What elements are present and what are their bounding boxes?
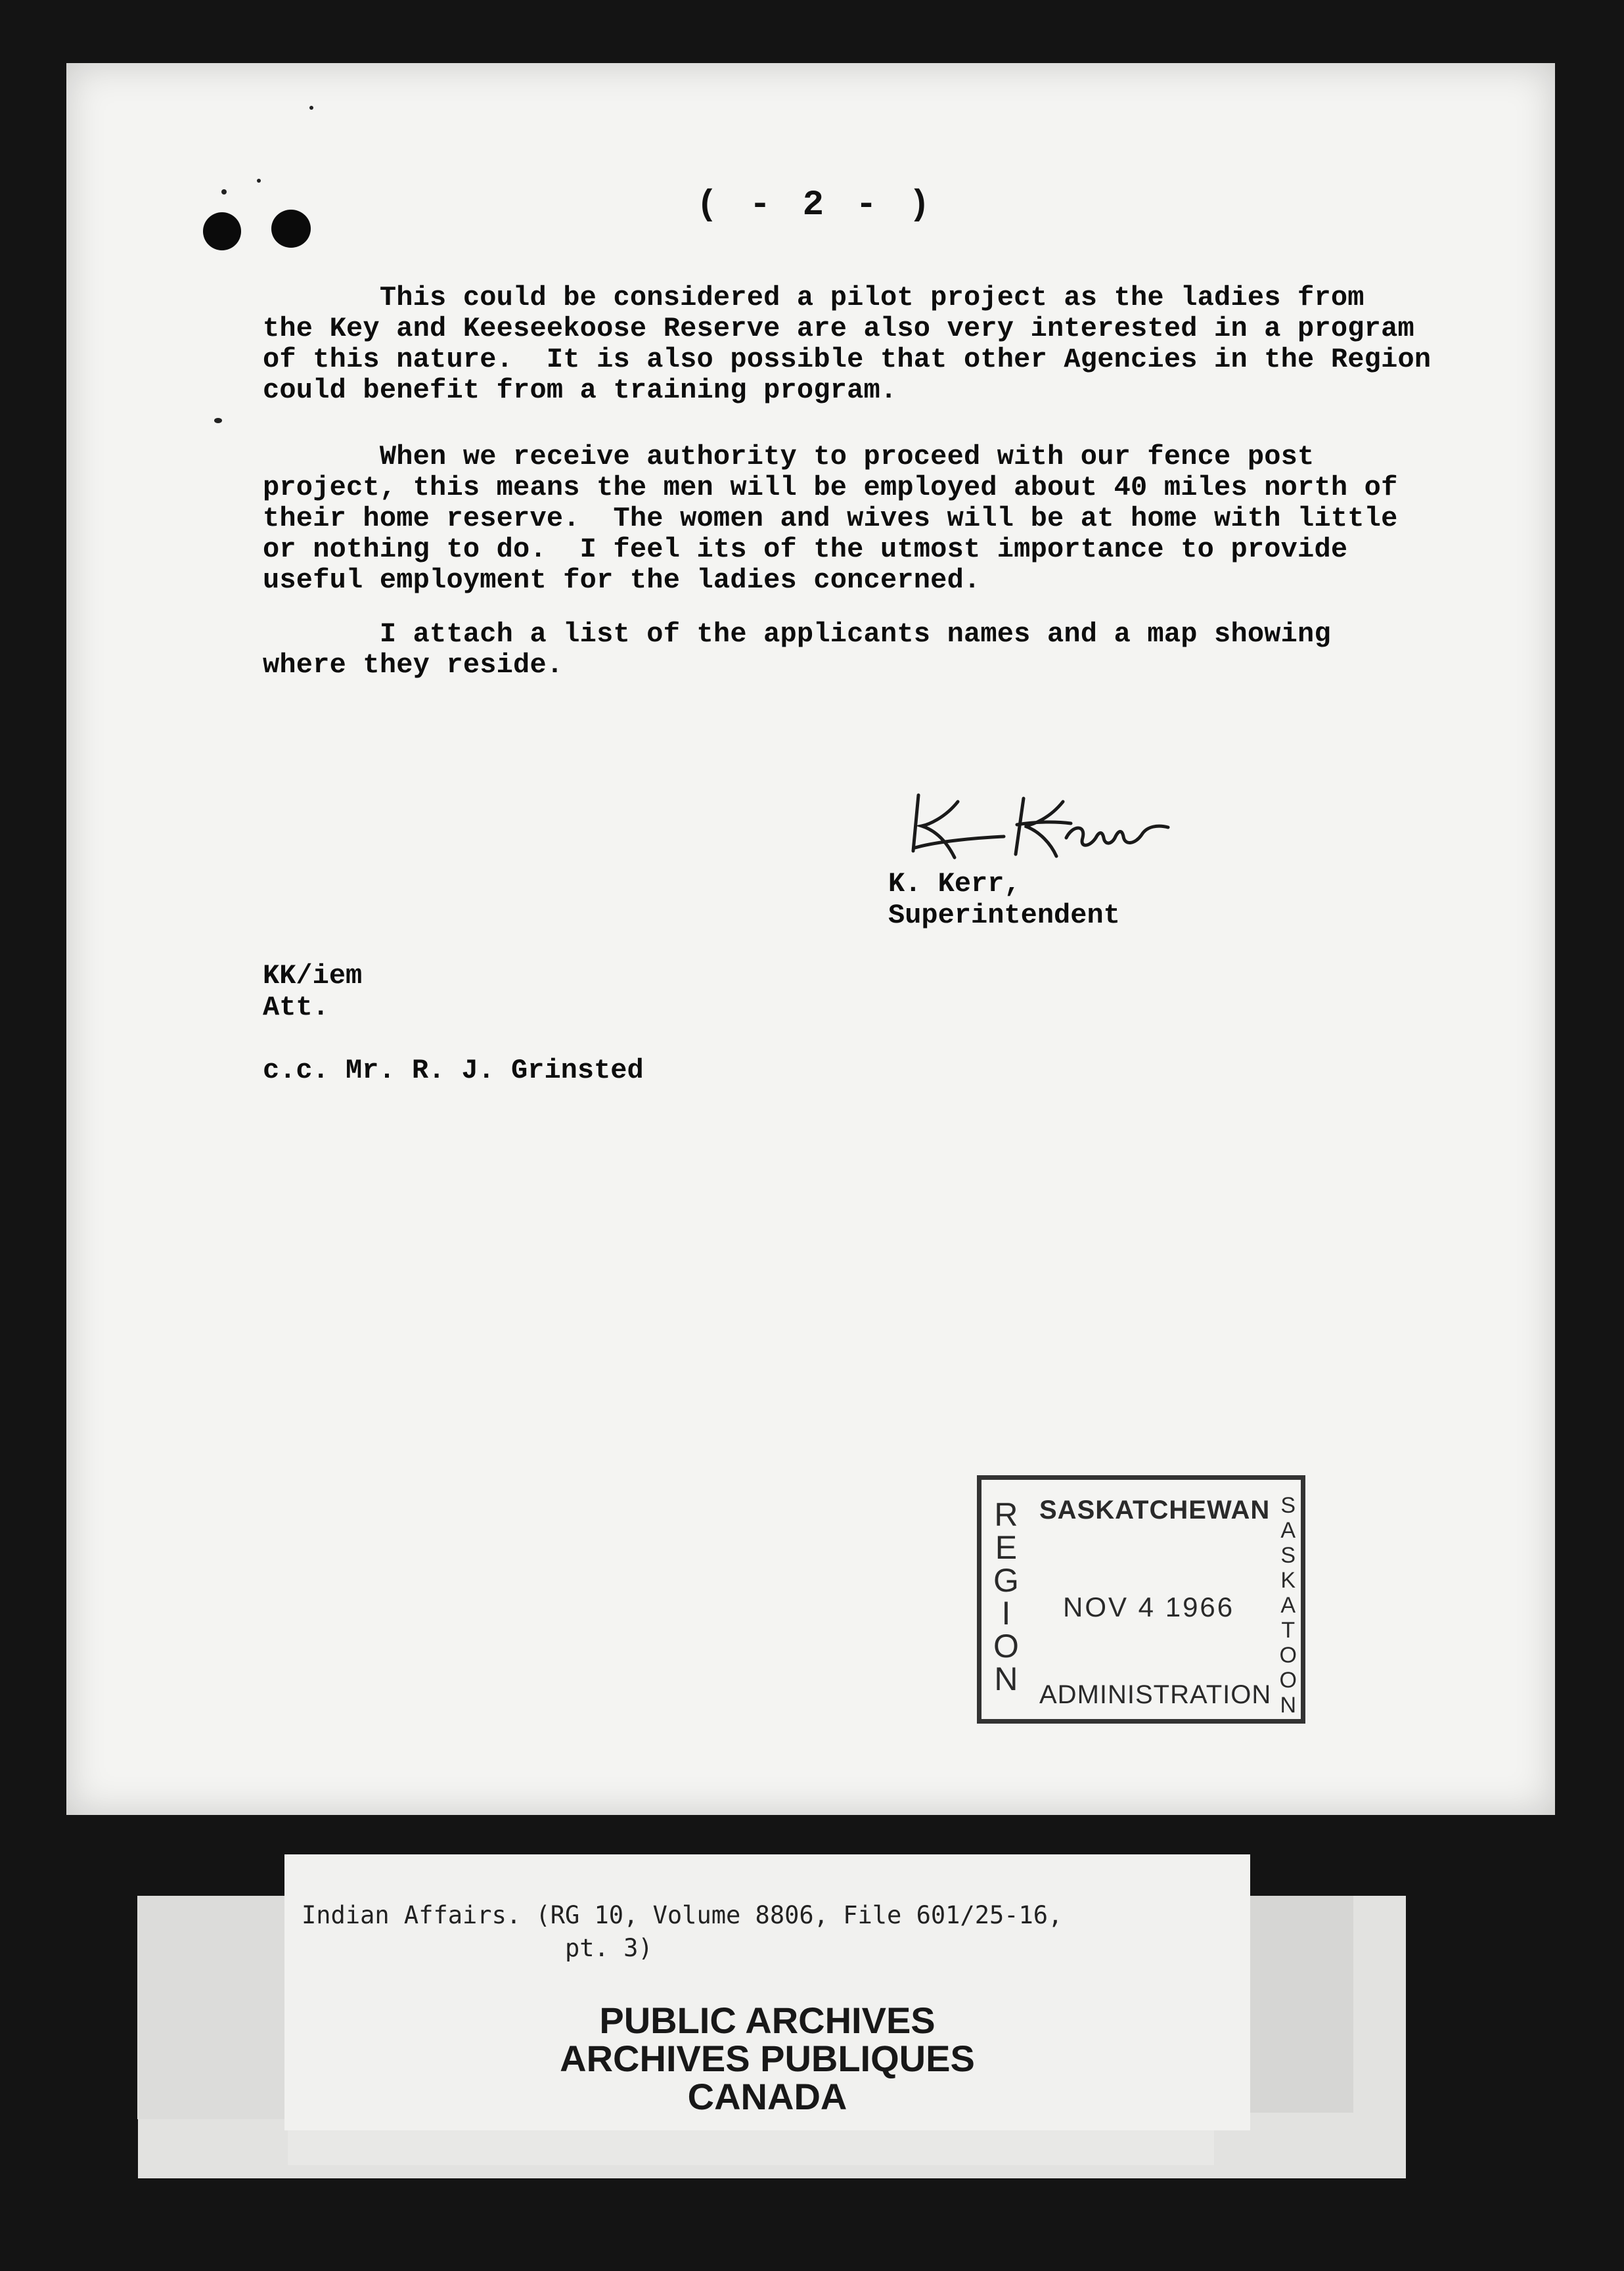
body-paragraph: When we receive authority to proceed with our fence post project, this means the men will be employed about 40 miles north their home reserve. The women and wives will be at home with little or nothing to do. I feel its of the utmost importance to provide useful employment for the ladies concerned. — [263, 441, 1398, 596]
archive-name-french: ARCHIVES PUBLIQUES — [560, 2038, 975, 2079]
archive-card-backing — [1248, 1896, 1353, 2113]
ink-blot — [271, 210, 311, 248]
stamp-date: NOV 4 1966 — [1063, 1592, 1235, 1622]
archive-card-backing — [137, 1896, 285, 2119]
ink-blot — [203, 212, 241, 250]
ink-speck — [221, 189, 227, 195]
signer-name: K. Kerr, — [888, 868, 1021, 900]
archive-citation: Indian Affairs. (RG 10, Volume 8806, File 601/25-16, pt. 3) — [302, 1901, 1063, 1962]
ink-speck — [214, 418, 222, 423]
page-number: ( - 2 - ) — [696, 185, 936, 225]
carbon-copy-line: c.c. Mr. R. J. Grinsted — [263, 1055, 644, 1086]
archive-name-english: PUBLIC ARCHIVES — [599, 2000, 936, 2041]
attachment-note: Att. — [263, 992, 329, 1023]
signer-title: Superintendent — [888, 900, 1120, 931]
reference-initials: KK/iem — [263, 960, 363, 992]
body-paragraph: I attach a list of the applicants names and a map showing where they reside. — [263, 618, 1331, 681]
archive-reference-card — [284, 1854, 1250, 2130]
stamp-title: SASKATCHEWAN — [1039, 1496, 1271, 1525]
stamp-department: ADMINISTRATION — [1039, 1680, 1272, 1709]
stamp-city-column: S A S K A T O O N — [1279, 1493, 1297, 1718]
ink-speck — [309, 106, 313, 110]
received-stamp — [977, 1475, 1305, 1724]
archive-country: CANADA — [687, 2076, 847, 2117]
ink-speck — [257, 179, 261, 183]
body-paragraph: This could be considered a pilot project as the ladies from the Key and Keeseekoose Reserve are also very interested in a program of this nature. It is also possible that other Agencies in the could benefit from a training program. — [263, 282, 1414, 406]
stamp-region-column: R E G I O N — [993, 1496, 1019, 1697]
handwritten-signature — [899, 785, 1175, 871]
